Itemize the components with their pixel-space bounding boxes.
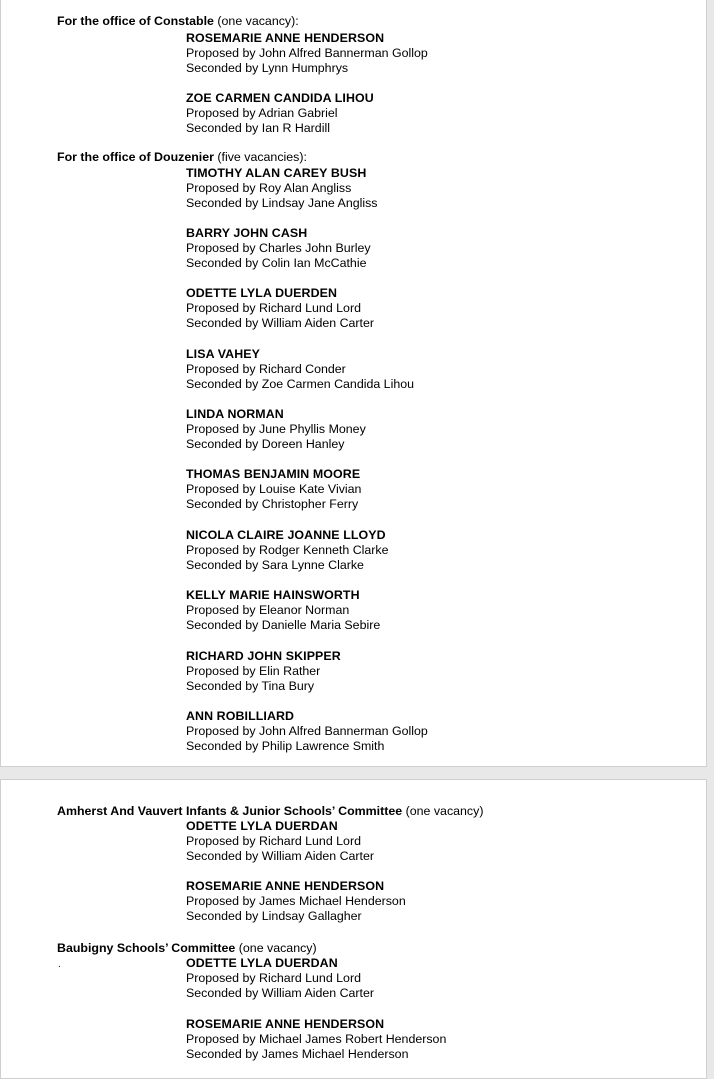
- vacancy-count: (five vacancies):: [217, 150, 307, 164]
- candidate-entry: [186, 31, 428, 77]
- vacancy-count: (one vacancy): [238, 941, 317, 955]
- candidate-name: LINDA NORMAN: [186, 407, 284, 421]
- candidate-name: LISA VAHEY: [186, 347, 260, 361]
- seconder-line: Seconded by Christopher Ferry: [186, 497, 359, 512]
- seconder-line: Seconded by James Michael Henderson: [186, 1047, 409, 1062]
- seconder-line: Seconded by Tina Bury: [186, 679, 315, 694]
- proposer-line: Proposed by Richard Lund Lord: [186, 834, 361, 849]
- candidate-entry: [186, 467, 361, 513]
- proposer-line: Proposed by Richard Lund Lord: [186, 971, 361, 986]
- candidate-entry: [186, 407, 366, 453]
- candidate-entry: [186, 166, 378, 212]
- candidate-name: ROSEMARIE ANNE HENDERSON: [186, 31, 385, 45]
- seconder-line: Seconded by Lindsay Jane Angliss: [186, 196, 378, 211]
- vacancy-count: (one vacancy):: [217, 14, 299, 28]
- proposer-line: Proposed by Elin Rather: [186, 664, 321, 679]
- vacancy-count: (one vacancy): [405, 804, 484, 818]
- candidate-entry: [186, 956, 374, 1002]
- proposer-line: Proposed by John Alfred Bannerman Gollop: [186, 46, 428, 61]
- office-heading: [57, 804, 483, 818]
- candidate-name: TIMOTHY ALAN CAREY BUSH: [186, 166, 367, 180]
- seconder-line: Seconded by Colin Ian McCathie: [186, 256, 367, 271]
- office-heading: [57, 14, 299, 28]
- seconder-line: Seconded by Danielle Maria Sebire: [186, 618, 381, 633]
- candidate-entry: [186, 226, 371, 272]
- candidate-name: KELLY MARIE HAINSWORTH: [186, 588, 360, 602]
- candidate-entry: [186, 286, 374, 332]
- candidate-name: ROSEMARIE ANNE HENDERSON: [186, 879, 385, 893]
- candidate-name: ZOE CARMEN CANDIDA LIHOU: [186, 91, 374, 105]
- proposer-line: Proposed by Richard Conder: [186, 362, 346, 377]
- proposer-line: Proposed by Charles John Burley: [186, 241, 371, 256]
- candidate-entry: [186, 1017, 446, 1063]
- office-heading: [57, 941, 317, 955]
- proposer-line: Proposed by Richard Lund Lord: [186, 301, 361, 316]
- office-title: Baubigny Schools’ Committee: [57, 941, 236, 955]
- candidate-name: BARRY JOHN CASH: [186, 226, 308, 240]
- proposer-line: Proposed by Michael James Robert Henderson: [186, 1032, 447, 1047]
- candidate-entry: [186, 588, 380, 634]
- candidate-name: RICHARD JOHN SKIPPER: [186, 649, 341, 663]
- stray-dot: .: [58, 959, 61, 970]
- seconder-line: Seconded by Philip Lawrence Smith: [186, 739, 385, 754]
- candidate-name: ANN ROBILLIARD: [186, 709, 295, 723]
- candidate-entry: [186, 347, 414, 393]
- proposer-line: Proposed by Adrian Gabriel: [186, 106, 338, 121]
- seconder-line: Seconded by Zoe Carmen Candida Lihou: [186, 377, 414, 392]
- candidate-name: ODETTE LYLA DUERDAN: [186, 956, 338, 970]
- proposer-line: Proposed by James Michael Henderson: [186, 894, 406, 909]
- candidate-entry: [186, 649, 341, 695]
- proposer-line: Proposed by Louise Kate Vivian: [186, 482, 362, 497]
- seconder-line: Seconded by Lynn Humphrys: [186, 61, 349, 76]
- candidate-name: THOMAS BENJAMIN MOORE: [186, 467, 361, 481]
- candidate-entry: [186, 709, 428, 755]
- seconder-line: Seconded by Lindsay Gallagher: [186, 909, 362, 924]
- proposer-line: Proposed by John Alfred Bannerman Gollop: [186, 724, 428, 739]
- office-title: For the office of Douzenier: [57, 150, 214, 164]
- office-heading: [57, 150, 307, 164]
- seconder-line: Seconded by William Aiden Carter: [186, 849, 375, 864]
- candidate-name: NICOLA CLAIRE JOANNE LLOYD: [186, 528, 386, 542]
- seconder-line: Seconded by Sara Lynne Clarke: [186, 558, 364, 573]
- proposer-line: Proposed by Rodger Kenneth Clarke: [186, 543, 389, 558]
- candidate-name: ODETTE LYLA DUERDEN: [186, 286, 338, 300]
- candidate-name: ODETTE LYLA DUERDAN: [186, 819, 338, 833]
- proposer-line: Proposed by Eleanor Norman: [186, 603, 350, 618]
- seconder-line: Seconded by Doreen Hanley: [186, 437, 345, 452]
- proposer-line: Proposed by June Phyllis Money: [186, 422, 366, 437]
- candidate-entry: [186, 879, 406, 925]
- candidate-entry: [186, 528, 389, 574]
- candidate-entry: [186, 819, 374, 865]
- seconder-line: Seconded by Ian R Hardill: [186, 121, 330, 136]
- office-title: For the office of Constable: [57, 14, 214, 28]
- seconder-line: Seconded by William Aiden Carter: [186, 986, 375, 1001]
- office-title: Amherst And Vauvert Infants & Junior Schools’ Committee: [57, 804, 403, 818]
- candidate-entry: [186, 91, 374, 137]
- candidate-name: ROSEMARIE ANNE HENDERSON: [186, 1017, 385, 1031]
- seconder-line: Seconded by William Aiden Carter: [186, 316, 375, 331]
- proposer-line: Proposed by Roy Alan Angliss: [186, 181, 352, 196]
